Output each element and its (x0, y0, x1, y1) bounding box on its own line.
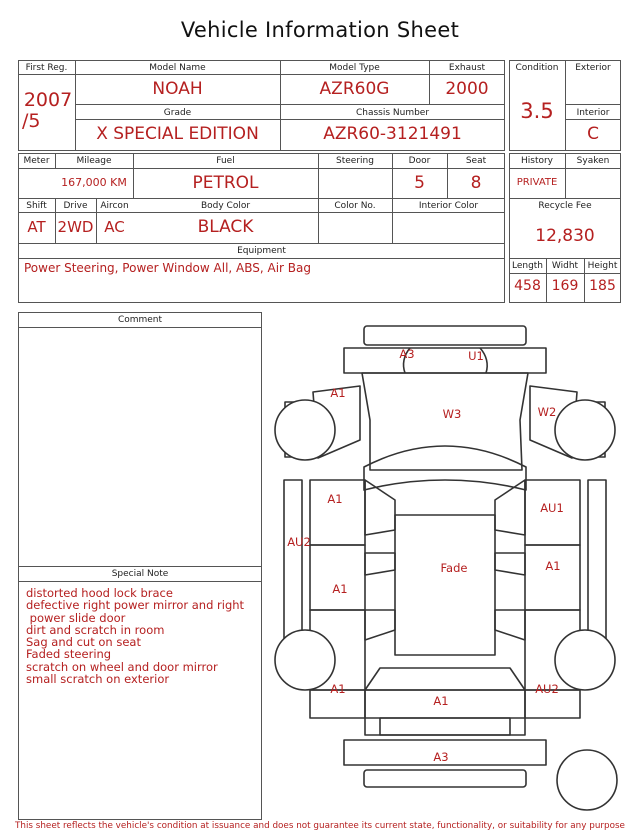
meter-label: Meter (23, 156, 50, 166)
special-note-label: Special Note (111, 569, 169, 579)
mileage-label: Mileage (76, 156, 112, 166)
mark-left-front-door: A1 (327, 492, 343, 506)
history-value: PRIVATE (516, 177, 558, 188)
door-label: Door (408, 156, 431, 166)
model-type-label: Model Type (329, 63, 380, 73)
history-label: History (520, 156, 554, 166)
mark-right-rear: AU2 (535, 682, 559, 696)
aircon-value: AC (104, 218, 125, 236)
chassis-label: Chassis Number (355, 108, 430, 118)
door-value: 5 (414, 173, 425, 193)
drive-value: 2WD (57, 218, 94, 236)
shift-value: AT (27, 218, 46, 236)
special-note-item: small scratch on exterior (26, 672, 170, 687)
recycle-fee-value: 12,830 (535, 226, 595, 246)
model-name-label: Model Name (149, 63, 206, 73)
equipment-value: Power Steering, Power Window All, ABS, Air Bag (24, 261, 312, 275)
mark-right-front-door: AU1 (540, 501, 564, 515)
special-note-item: defective right power mirror and right (26, 598, 245, 613)
special-note-item: power slide door (26, 610, 126, 625)
mark-right-rear-door: A1 (545, 559, 561, 573)
special-note-item: dirt and scratch in room (26, 622, 165, 637)
body-color-label: Body Color (200, 201, 251, 211)
special-note-item: distorted hood lock brace (26, 586, 173, 600)
aircon-label: Aircon (100, 201, 129, 211)
drive-label: Drive (63, 201, 88, 211)
disclaimer-footer: This sheet reflects the vehicle's condition at issuance and does not guarantee its current state, functionality, or suitability for any purpose (15, 821, 625, 831)
mark-left-fender: A1 (330, 386, 346, 400)
condition-grade: 3.5 (520, 99, 554, 123)
special-note-item: Sag and cut on seat (26, 635, 141, 650)
mark-roof: Fade (440, 561, 468, 575)
interior-label: Interior (576, 108, 610, 118)
comment-label: Comment (117, 315, 163, 325)
special-note-item: scratch on wheel and door mirror (26, 659, 218, 674)
height-value: 185 (589, 278, 616, 294)
color-no-label: Color No. (334, 201, 376, 211)
recycle-fee-label: Recycle Fee (538, 201, 592, 211)
length-value: 458 (514, 278, 541, 294)
page-title: Vehicle Information Sheet (180, 18, 460, 42)
exhaust-label: Exhaust (448, 63, 486, 73)
fuel-label: Fuel (216, 156, 235, 166)
mark-front-a3: A3 (399, 347, 415, 361)
mark-left-pillar: AU2 (287, 535, 311, 549)
height-label: Height (587, 261, 618, 271)
chassis-value: AZR60-3121491 (323, 124, 462, 144)
first-reg-label: First Reg. (25, 63, 68, 73)
equipment-label: Equipment (237, 246, 286, 256)
grade-label: Grade (163, 108, 192, 118)
model-name-value: NOAH (152, 79, 203, 99)
exterior-label: Exterior (575, 63, 611, 73)
car-damage-diagram (268, 322, 620, 820)
syaken-label: Syaken (576, 156, 610, 166)
seat-label: Seat (465, 156, 487, 166)
mileage-value: 167,000 KM (61, 176, 127, 189)
width-label: Widht (551, 261, 579, 271)
fuel-value: PETROL (192, 173, 259, 193)
mark-right-window: W2 (537, 405, 557, 419)
length-label: Length (511, 261, 544, 271)
mark-rear-hatch: A1 (433, 694, 449, 708)
interior-grade: C (587, 124, 599, 144)
special-note-item: Faded steering (26, 647, 112, 662)
special-note-list (26, 587, 244, 685)
width-value: 169 (551, 278, 579, 294)
grade-value: X SPECIAL EDITION (96, 124, 259, 144)
mark-rear-bumper: A3 (433, 750, 449, 764)
exhaust-value: 2000 (445, 79, 489, 99)
interior-color-label: Interior Color (418, 201, 479, 211)
condition-label: Condition (515, 63, 559, 73)
first-reg-month: /5 (22, 110, 41, 132)
mark-left-rear: A1 (330, 682, 346, 696)
steering-label: Steering (336, 156, 374, 166)
mark-front-u1: U1 (468, 349, 484, 363)
model-type-value: AZR60G (319, 79, 390, 99)
mark-windshield: W3 (442, 407, 462, 421)
mark-left-rear-door: A1 (332, 582, 348, 596)
shift-label: Shift (26, 201, 47, 211)
seat-value: 8 (470, 173, 482, 193)
body-color-value: BLACK (197, 217, 254, 237)
first-reg-year: 2007 (23, 89, 73, 111)
